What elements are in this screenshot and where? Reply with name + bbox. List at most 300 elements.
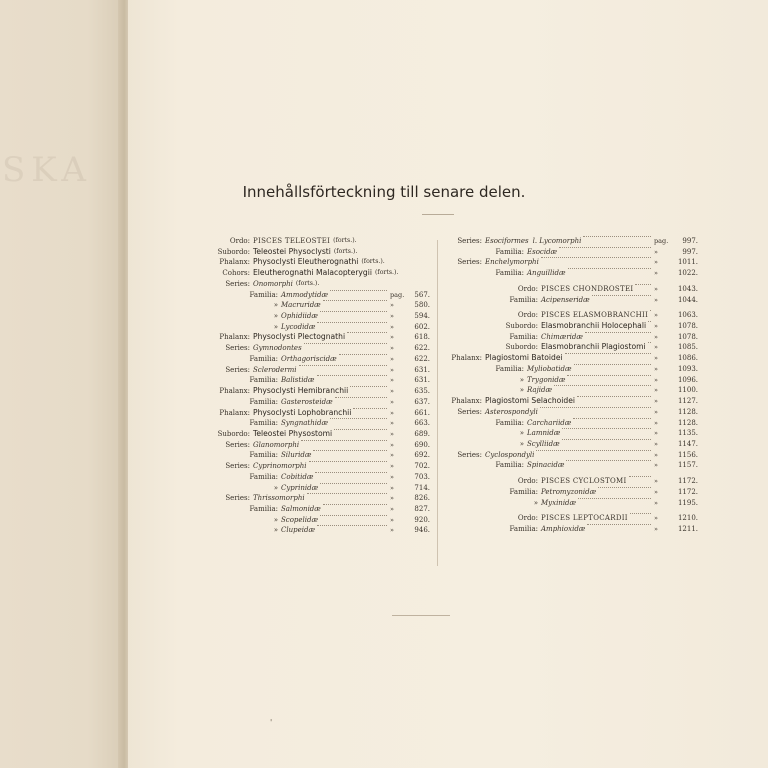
toc-entry-page: 618.	[414, 333, 430, 342]
toc-entry-label: Series:	[457, 258, 482, 267]
toc-entry-title: Gasterosteidæ	[281, 397, 333, 406]
toc-entry-page: 637.	[414, 397, 430, 406]
toc-entry-pag: »	[654, 258, 658, 267]
toc-entry-label: Subordo:	[505, 322, 538, 331]
toc-entry	[150, 386, 430, 397]
toc-entry-label: Series:	[225, 440, 250, 449]
toc-entry-note: (forts.).	[333, 247, 358, 255]
dot-leader	[574, 364, 651, 365]
toc-entry	[442, 524, 698, 535]
toc-entry-pag: »	[654, 354, 658, 363]
toc-entry-title: Esocidæ	[527, 247, 558, 256]
toc-entry-label: Phalanx:	[219, 258, 250, 267]
toc-entry-label: »	[519, 375, 524, 384]
toc-entry-page: 663.	[414, 419, 430, 428]
toc-entry-pag: »	[654, 343, 658, 352]
dot-leader	[559, 247, 651, 248]
toc-entry-title: Eleutherognathi Malacopterygii	[253, 268, 372, 278]
toc-entry-pag: »	[654, 439, 658, 448]
toc-entry-pag: »	[390, 429, 394, 438]
toc-entry-pag: »	[654, 322, 658, 331]
dot-leader	[315, 472, 387, 473]
toc-entry-pag: »	[390, 494, 394, 503]
toc-entry-label: Familia:	[249, 451, 278, 460]
toc-entry-title: Physoclysti Hemibranchii	[253, 386, 349, 396]
dot-leader	[317, 525, 387, 526]
toc-entry-page: 580.	[414, 301, 430, 310]
toc-entry	[150, 493, 430, 504]
dot-leader	[323, 300, 387, 301]
toc-entry-pag: »	[390, 483, 394, 492]
toc-entry-pag: »	[654, 477, 658, 486]
toc-entry-pag: »	[654, 450, 658, 459]
toc-entry-pag: »	[390, 451, 394, 460]
toc-entry-pag: »	[390, 462, 394, 471]
toc-entry-label: Ordo:	[517, 477, 538, 486]
toc-entry	[150, 375, 430, 386]
toc-entry-title: Syngnathidæ	[281, 419, 329, 428]
toc-entry-label: Familia:	[249, 290, 278, 299]
toc-entry-label: Familia:	[509, 487, 538, 496]
toc-entry-title: Asterospondyli	[485, 407, 538, 416]
dot-leader	[536, 450, 651, 451]
toc-entry-label: »	[273, 312, 278, 321]
dot-leader	[350, 386, 387, 387]
dot-leader	[309, 461, 387, 462]
toc-entry-label: »	[519, 386, 524, 395]
toc-entry-title: Orthagoriscidæ	[281, 354, 337, 363]
toc-entry	[442, 428, 698, 439]
dot-leader	[320, 311, 387, 312]
toc-entry-title: Trygonidæ	[527, 375, 566, 384]
dot-leader	[347, 332, 387, 333]
toc-entry-page: 1210.	[677, 514, 698, 523]
toc-entry-title: Clupeidæ	[281, 526, 316, 535]
toc-entry-pag: pag.	[654, 237, 669, 245]
toc-entry-page: 703.	[414, 472, 430, 481]
toc-entry-label: Series:	[457, 450, 482, 459]
toc-entry	[150, 279, 430, 290]
toc-entry-title: Salmonidæ	[281, 504, 321, 513]
toc-entry-page: 826.	[414, 494, 430, 503]
toc-entry	[442, 310, 698, 321]
toc-entry-pag: »	[390, 440, 394, 449]
toc-entry-page: 602.	[414, 322, 430, 331]
toc-entry	[150, 300, 430, 311]
toc-entry-title: Elasmobranchii Plagiostomi	[541, 342, 646, 352]
toc-entry-label: Familia:	[495, 418, 524, 427]
dot-leader	[330, 418, 387, 419]
toc-entry-pag: »	[390, 376, 394, 385]
toc-entry-label: Familia:	[509, 332, 538, 341]
toc-entry-title: PISCES TELEOSTEI	[253, 237, 331, 245]
toc-entry-pag: »	[654, 311, 658, 320]
toc-entry-page: 946.	[414, 526, 430, 535]
toc-entry-label: Series:	[457, 407, 482, 416]
toc-entry-title: Rajidæ	[527, 386, 553, 395]
toc-entry	[442, 385, 698, 396]
toc-entry-note: (forts.).	[374, 269, 399, 277]
toc-entry	[150, 322, 430, 333]
dot-leader	[562, 439, 651, 440]
dot-leader	[567, 375, 651, 376]
toc-entry-label: Series:	[225, 365, 250, 374]
toc-entry-pag: »	[654, 247, 658, 256]
toc-entry-title: Physoclysti Eleutherognathi	[253, 257, 359, 267]
page-mark: '	[270, 718, 273, 727]
toc-entry	[150, 332, 430, 343]
dot-leader	[598, 487, 651, 488]
toc-entry-page: 1043.	[677, 284, 698, 293]
toc-entry-page: 1078.	[677, 322, 698, 331]
toc-entry	[150, 343, 430, 354]
toc-entry-alt-title: l. Lycomorphi	[532, 237, 582, 245]
toc-entry	[442, 513, 698, 524]
toc-entry-pag: »	[390, 515, 394, 524]
toc-entry-label: Phalanx:	[451, 354, 482, 363]
toc-entry-page: 1011.	[677, 258, 698, 267]
toc-entry-title: Siluridæ	[281, 451, 312, 460]
toc-entry	[150, 247, 430, 258]
toc-entry-label: Familia:	[495, 364, 524, 373]
toc-entry-pag: »	[390, 387, 394, 396]
toc-entry-page: 997.	[682, 247, 698, 256]
toc-entry-label: Familia:	[249, 354, 278, 363]
toc-entry-pag: »	[654, 418, 658, 427]
toc-entry-label: »	[273, 483, 278, 492]
toc-entry-page: 1128.	[677, 407, 698, 416]
toc-entry-pag: »	[390, 322, 394, 331]
toc-entry	[150, 268, 430, 279]
toc-entry-pag: »	[654, 364, 658, 373]
toc-entry-label: »	[273, 526, 278, 535]
toc-entry	[442, 332, 698, 343]
toc-entry	[442, 342, 698, 353]
toc-entry	[442, 418, 698, 429]
column-divider	[437, 240, 438, 566]
toc-entry-label: Familia:	[249, 419, 278, 428]
dot-leader	[330, 290, 387, 291]
toc-entry-title: Onomorphi	[253, 279, 293, 288]
page-title: Innehållsförteckning till senare delen.	[242, 183, 526, 201]
dot-leader	[299, 365, 387, 366]
toc-entry-label: »	[273, 515, 278, 524]
dot-leader	[313, 450, 387, 451]
dot-leader	[335, 397, 387, 398]
toc-entry	[442, 247, 698, 258]
toc-entry-title: Scylliidæ	[527, 439, 560, 448]
toc-entry-label: Familia:	[249, 472, 278, 481]
toc-entry	[150, 365, 430, 376]
toc-entry	[150, 525, 430, 536]
toc-entry-label: Familia:	[495, 247, 524, 256]
toc-entry	[442, 375, 698, 386]
toc-entry-label: Phalanx:	[451, 397, 482, 406]
toc-entry-title: Ophidiidæ	[281, 312, 318, 321]
toc-entry-label: Familia:	[495, 269, 524, 278]
toc-entry	[150, 483, 430, 494]
dot-leader	[541, 257, 651, 258]
toc-entry-label: Series:	[225, 462, 250, 471]
toc-entry-title: Myxinidæ	[541, 498, 577, 507]
toc-entry-title: Plagiostomi Selachoidei	[485, 396, 576, 406]
toc-entry-title: Chimæridæ	[541, 332, 583, 341]
toc-entry-title: Teleostei Physoclysti	[253, 246, 331, 256]
toc-entry-title: Acipenseridæ	[541, 295, 590, 304]
toc-entry-page: 1086.	[677, 354, 698, 363]
toc-entry	[442, 460, 698, 471]
toc-entry	[442, 321, 698, 332]
toc-entry	[150, 354, 430, 365]
toc-entry-page: 1078.	[677, 332, 698, 341]
toc-entry-page: 1157.	[677, 461, 698, 470]
toc-entry-page: 920.	[414, 515, 430, 524]
dot-leader	[339, 354, 387, 355]
toc-entry-page: 1172.	[677, 487, 698, 496]
toc-entry-title: Petromyzonidæ	[541, 487, 597, 496]
toc-entry	[150, 311, 430, 322]
toc-entry-title: Cyprinomorphi	[253, 462, 307, 471]
toc-entry-pag: »	[390, 365, 394, 374]
toc-entry-title: Scopelidæ	[281, 515, 319, 524]
toc-entry-pag: pag.	[390, 290, 405, 299]
toc-entry-pag: »	[654, 407, 658, 416]
toc-entry	[442, 268, 698, 279]
toc-entry-label: Cohors:	[222, 269, 250, 278]
toc-entry-title: Lamnidæ	[527, 429, 561, 438]
toc-entry-page: 1085.	[677, 343, 698, 352]
toc-entry	[150, 515, 430, 526]
toc-entry-page: 1135.	[677, 429, 698, 438]
toc-entry-page: 827.	[414, 504, 430, 513]
toc-entry-page: 997.	[682, 237, 698, 245]
dot-leader	[568, 268, 651, 269]
toc-entry-pag: »	[654, 284, 658, 293]
toc-entry-label: »	[273, 301, 278, 310]
toc-column-left	[150, 236, 430, 536]
toc-entry-note: (forts.).	[333, 237, 357, 244]
toc-entry-pag: »	[390, 526, 394, 535]
toc-entry-title: PISCES ELASMOBRANCHII	[541, 311, 649, 320]
dot-leader	[585, 332, 651, 333]
toc-entry-label: Ordo:	[517, 284, 538, 293]
dot-leader	[650, 310, 651, 311]
toc-entry	[150, 504, 430, 515]
toc-entry-title: Cyprinidæ	[281, 483, 319, 492]
toc-entry-title: PISCES CYCLOSTOMI	[541, 477, 627, 486]
title-rule	[422, 214, 454, 215]
dot-leader	[635, 284, 651, 285]
dot-leader	[566, 460, 651, 461]
toc-entry-page: 594.	[414, 312, 430, 321]
toc-entry	[150, 472, 430, 483]
toc-entry-title: Cyclospondyli	[485, 450, 535, 459]
toc-entry	[442, 450, 698, 461]
toc-entry	[442, 236, 698, 247]
toc-entry	[442, 498, 698, 509]
toc-entry-title: Lycodidæ	[281, 322, 316, 331]
toc-entry-title: Gymnodontes	[253, 344, 302, 353]
toc-entry-label: Familia:	[249, 376, 278, 385]
toc-entry-label: Series:	[457, 237, 482, 245]
toc-entry	[150, 257, 430, 268]
toc-entry-pag: »	[654, 295, 658, 304]
toc-entry-page: 1063.	[677, 311, 698, 320]
toc-entry	[150, 408, 430, 419]
toc-entry-title: Carchariidæ	[527, 418, 572, 427]
toc-entry	[150, 450, 430, 461]
toc-entry-pag: »	[390, 472, 394, 481]
toc-entry	[150, 440, 430, 451]
dot-leader	[320, 515, 387, 516]
dot-leader	[629, 476, 651, 477]
toc-entry-page: 622.	[414, 354, 430, 363]
toc-entry	[150, 397, 430, 408]
toc-entry-page: 1022.	[677, 269, 698, 278]
toc-entry-label: Familia:	[249, 504, 278, 513]
toc-entry-label: Ordo:	[229, 237, 250, 245]
toc-entry-page: 567.	[414, 290, 430, 299]
toc-entry-page: 690.	[414, 440, 430, 449]
toc-entry	[442, 257, 698, 268]
toc-entry-pag: »	[654, 524, 658, 533]
toc-entry-pag: »	[654, 332, 658, 341]
dot-leader	[304, 343, 387, 344]
toc-entry-label: Phalanx:	[219, 333, 250, 342]
toc-entry-title: Myliobatidæ	[527, 364, 572, 373]
toc-entry-page: 1172.	[677, 477, 698, 486]
toc-entry-page: 1044.	[677, 295, 698, 304]
toc-entry-pag: »	[390, 408, 394, 417]
dot-leader	[587, 524, 651, 525]
toc-entry-pag: »	[654, 514, 658, 523]
toc-entry-label: Series:	[225, 279, 250, 288]
toc-entry-title: Anguillidæ	[527, 269, 566, 278]
toc-entry-page: 714.	[414, 483, 430, 492]
toc-entry-page: 692.	[414, 451, 430, 460]
toc-entry-title: Spinacidæ	[527, 461, 565, 470]
toc-entry-page: 1195.	[677, 498, 698, 507]
toc-entry-label: Familia:	[509, 524, 538, 533]
toc-entry-title: Elasmobranchii Holocephali	[541, 321, 647, 331]
toc-entry-note: (forts.).	[361, 258, 385, 266]
dot-leader	[307, 493, 387, 494]
toc-entry	[442, 353, 698, 364]
toc-entry-page: 631.	[414, 365, 430, 374]
toc-entry-page: 635.	[414, 387, 430, 396]
toc-entry-label: Ordo:	[517, 311, 538, 320]
toc-entry-pag: »	[390, 354, 394, 363]
toc-entry-title: Sclerodermi	[253, 365, 297, 374]
toc-entry-page: 661.	[414, 408, 430, 417]
toc-entry	[442, 487, 698, 498]
toc-entry-title: Plagiostomi Batoidei	[485, 353, 563, 363]
toc-entry	[442, 295, 698, 306]
toc-entry-pag: »	[390, 419, 394, 428]
toc-entry-label: Phalanx:	[219, 408, 250, 417]
toc-entry-label: Familia:	[509, 295, 538, 304]
toc-entry-label: »	[273, 322, 278, 331]
toc-entry-title: Cobitidæ	[281, 472, 314, 481]
toc-entry-title: Enchelymorphi	[485, 258, 539, 267]
toc-entry-pag: »	[654, 269, 658, 278]
toc-entry	[442, 476, 698, 487]
toc-entry-label: »	[519, 429, 524, 438]
toc-entry	[150, 418, 430, 429]
toc-entry-page: 622.	[414, 344, 430, 353]
dot-leader	[648, 342, 651, 343]
toc-entry-label: Series:	[225, 494, 250, 503]
toc-entry-page: 631.	[414, 376, 430, 385]
bottom-rule	[392, 615, 450, 616]
toc-entry-label: Familia:	[249, 397, 278, 406]
toc-entry-page: 1127.	[677, 397, 698, 406]
toc-entry-title: Teleostei Physostomi	[253, 428, 333, 438]
dot-leader	[353, 408, 387, 409]
dot-leader	[573, 418, 651, 419]
toc-entry-pag: »	[390, 397, 394, 406]
toc-entry-page: 1156.	[677, 450, 698, 459]
toc-entry-label: Phalanx:	[219, 387, 250, 396]
toc-entry-title: Esociformes	[485, 237, 529, 245]
toc-entry	[442, 407, 698, 418]
toc-entry-pag: »	[390, 312, 394, 321]
dot-leader	[583, 236, 651, 237]
toc-entry-pag: »	[390, 504, 394, 513]
toc-entry-pag: »	[654, 487, 658, 496]
toc-entry	[150, 236, 430, 247]
toc-entry-page: 1211.	[677, 524, 698, 533]
toc-entry-page: 702.	[414, 462, 430, 471]
toc-column-right	[442, 236, 698, 535]
dot-leader	[630, 513, 651, 514]
dot-leader	[540, 407, 651, 408]
toc-entry-label: Subordo:	[505, 343, 538, 352]
toc-entry-pag: »	[654, 498, 658, 507]
toc-entry-title: Physoclysti Plectognathi	[253, 332, 346, 342]
toc-entry-page: 689.	[414, 429, 430, 438]
dot-leader	[334, 429, 387, 430]
toc-entry-title: Balistidæ	[281, 376, 315, 385]
toc-entry-title: Glanomorphi	[253, 440, 300, 449]
toc-entry-label: »	[519, 439, 524, 448]
toc-entry-title: Amphioxidæ	[541, 524, 586, 533]
toc-entry	[150, 290, 430, 301]
toc-entry-pag: »	[654, 397, 658, 406]
toc-entry-title: Macruridæ	[281, 301, 321, 310]
toc-entry-pag: »	[390, 301, 394, 310]
toc-entry	[442, 396, 698, 407]
toc-entry-page: 1096.	[677, 375, 698, 384]
dot-leader	[317, 375, 388, 376]
toc-entry-label: Familia:	[495, 461, 524, 470]
toc-entry-pag: »	[654, 375, 658, 384]
bleed-through-text: SKA	[2, 150, 92, 190]
toc-entry-label: Subordo:	[217, 247, 250, 256]
toc-entry-note: (forts.).	[295, 279, 320, 287]
toc-entry-label: Series:	[225, 344, 250, 353]
dot-leader	[320, 483, 387, 484]
dot-leader	[323, 504, 387, 505]
toc-entry-title: Physoclysti Lophobranchii	[253, 407, 352, 417]
toc-entry-page: 1093.	[677, 364, 698, 373]
toc-entry-page: 1147.	[677, 439, 698, 448]
dot-leader	[301, 440, 387, 441]
toc-entry-pag: »	[390, 333, 394, 342]
toc-entry	[442, 284, 698, 295]
toc-entry	[150, 429, 430, 440]
dot-leader	[565, 353, 651, 354]
